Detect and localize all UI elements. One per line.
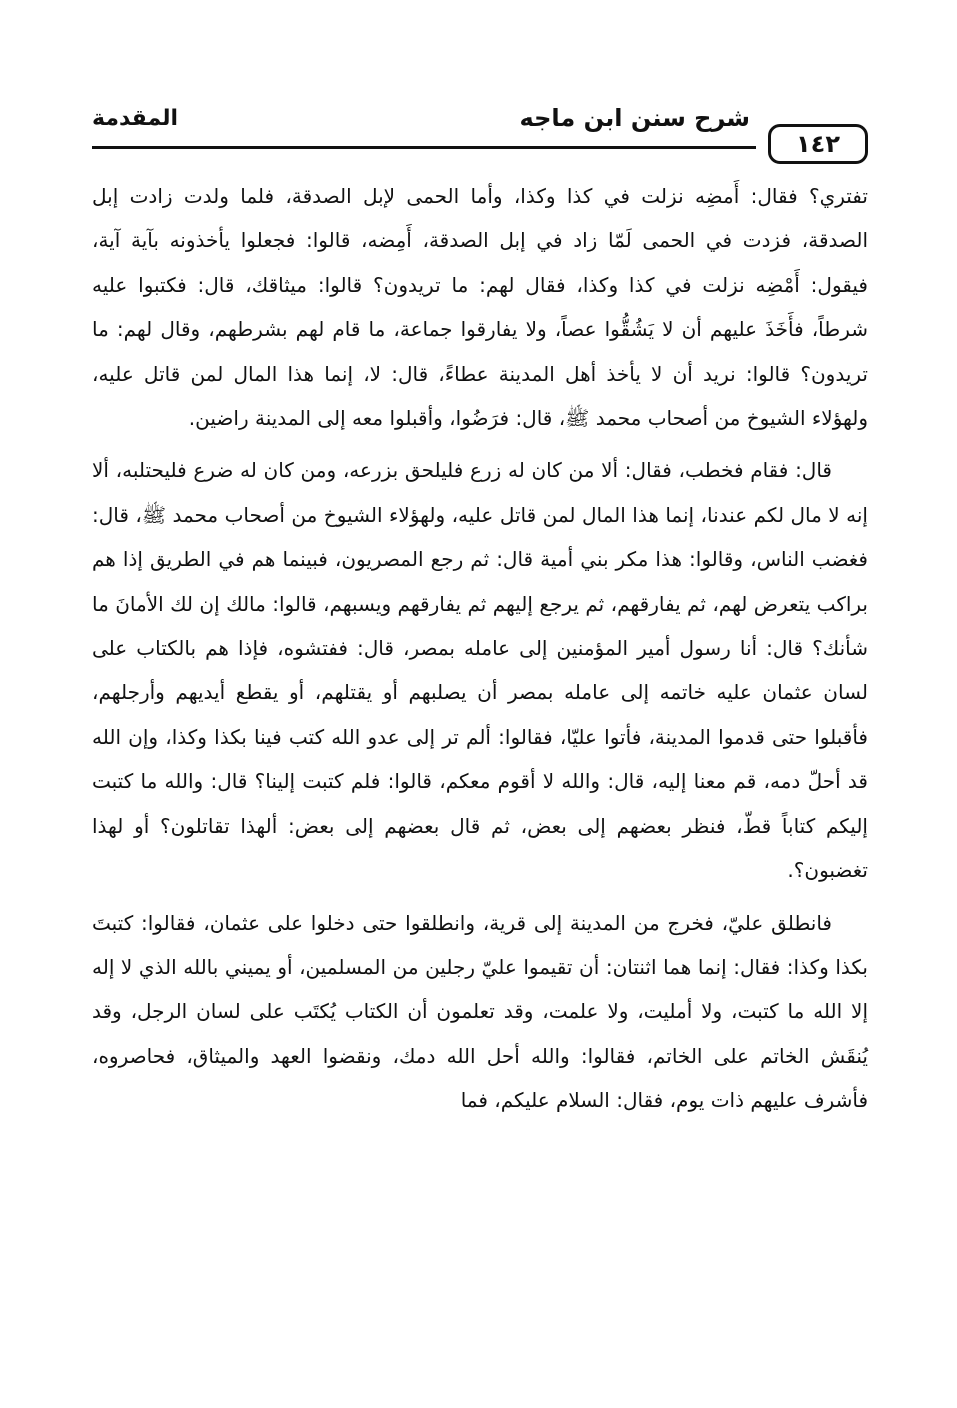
paragraph-2: قال: فقام فخطب، فقال: ألا من كان له زرع فليلحق بزرعه، ومن كان له ضرع فليحتلبه، ألا إنه لا مال لكم عندنا، إنما هذا المال لمن قاتل عليه، ولهؤلاء الشيوخ من أصحاب محمد ﷺ، قال: فغضب الناس، وقالوا: هذا مكر بني أمية قال: ثم رجع المصريون، فبينما هم في الطريق إذا هم براكب يتعرض لهم، ثم يفارقهم، ثم يرجع إليهم ثم يفارقهم ويسبهم، قالوا: مالك إن لك الأمانَ ما شأنك؟ قال: أنا رسول أمير المؤمنين إلى عامله بمصر، قال: ففتشوه، فإذا هم بالكتاب على لسان عثمان عليه خاتمه إلى عامله بمصر أن يصلبهم أو يقتلهم، أو يقطع أيديهم وأرجلهم، فأقبلوا حتى قدموا المدينة، فأتوا عليّا، فقالوا: ألم تر إلى عدو الله كتب فينا بكذا وكذا، وإن الله قد أحلّ دمه، قم معنا إليه، قال: والله لا أقوم معكم، قالوا: فلم كتبت إلينا؟ قال: والله ما كتبت إليكم كتاباً قطّ، فنظر بعضهم إلى بعض، ثم قال بعضهم إلى بعض: ألهذا تقاتلون؟ أو لهذا تغضبون؟. <box>92 458 868 883</box>
body-text <box>92 174 868 1123</box>
header-rule <box>92 146 756 149</box>
page-header <box>92 96 868 166</box>
book-title: شرح سنن ابن ماجه <box>519 104 750 132</box>
page-number: ١٤٢ <box>768 124 868 164</box>
paragraph-1: تفتري؟ فقال: أَمضِه نزلت في كذا وكذا، وأما الحمى لإبل الصدقة، فلما ولدت زادت إبل الصدقة، فزدت في الحمى لَمّا زاد في إبل الصدقة، أَمِضه، قالوا: فجعلوا يأخذونه بآية آية، فيقول: أَمْضِه نزلت في كذا وكذا، فقال لهم: ما تريدون؟ قالوا: ميثاقك، قال: فكتبوا عليه شرطاً، فأَخَذَ عليهم أن لا يَشُقُّوا عصاً، ولا يفارقوا جماعة، ما قام لهم بشرطهم، وقال لهم: ما تريدون؟ قالوا: نريد أن لا يأخذ أهل المدينة عطاءً، قال: لا، إنما هذا المال لمن قاتل عليه، ولهؤلاء الشيوخ من أصحاب محمد ﷺ، قال: فرَضُوا، وأقبلوا معه إلى المدينة راضين. <box>92 184 868 431</box>
paragraph-3: فانطلق عليّ، فخرج من المدينة إلى قرية، وانطلقوا حتى دخلوا على عثمان، فقالوا: كتبتَ بكذا وكذا: فقال: إنما هما اثنتان: أن تقيموا عليّ رجلين من المسلمين، أو يميني بالله الذي لا إله إلا الله ما كتبت، ولا أمليت، ولا علمت، وقد تعلمون أن الكتاب يُكتَب على لسان الرجل، وقد يُنقَش الخاتم على الخاتم، فقالوا: والله أحل الله دمك، ونقضوا العهد والميثاق، فحاصروه، فأشرف عليهم ذات يوم، فقال: السلام عليكم، فما <box>92 910 868 1113</box>
section-title: المقدمة <box>92 106 179 131</box>
